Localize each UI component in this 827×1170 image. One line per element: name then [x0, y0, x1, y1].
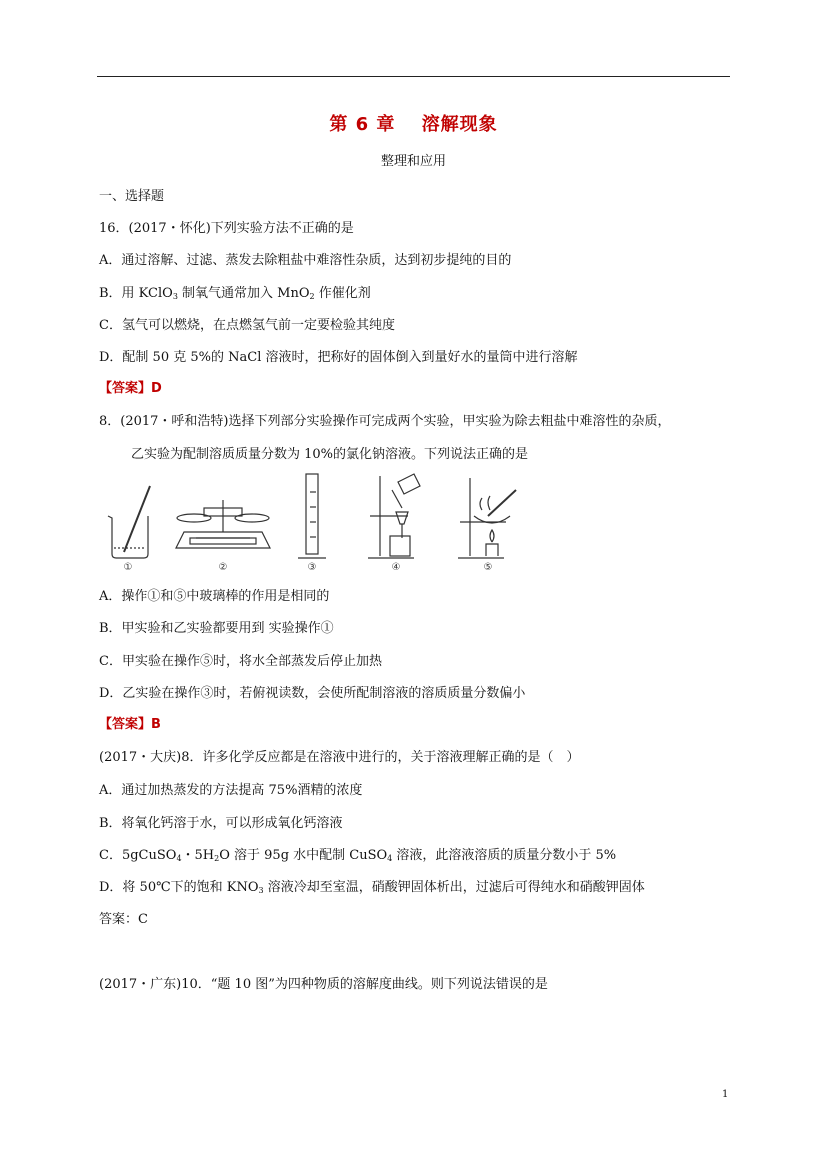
figure-label-4: ④ [391, 562, 401, 573]
q8a-option-a: A．操作①和⑤中玻璃棒的作用是相同的 [99, 589, 330, 604]
header-rule [97, 76, 730, 77]
q16-option-c: C．氢气可以燃烧，在点燃氢气前一定要检验其纯度 [99, 318, 395, 333]
q10-stem: (2017・广东)10．“题 10 图”为四种物质的溶解度曲线。则下列说法错误的是 [99, 977, 548, 992]
evaporation-figure [458, 478, 516, 558]
figure-label-5: ⑤ [483, 562, 493, 573]
figure-label-3: ③ [307, 562, 317, 573]
page-number: 1 [722, 1089, 729, 1100]
q8a-stem-line1: 8．(2017・呼和浩特)选择下列部分实验操作可完成两个实验，甲实验为除去粗盐中难溶性的杂质， [99, 414, 671, 429]
q16-option-d: D．配制 50 克 5%的 NaCl 溶液时，把称好的固体倒入到量好水的量筒中进行溶解 [99, 350, 578, 365]
q8a-option-c: C．甲实验在操作⑤时，将水全部蒸发后停止加热 [99, 654, 382, 669]
q8b-stem: (2017・大庆)8．许多化学反应都是在溶液中进行的，关于溶液理解正确的是（ ） [99, 750, 580, 765]
q8b-option-d: D．将 50℃下的饱和 $KNO_3$ 溶液冷却至室温，硝酸钾固体析出，过滤后可得纯水和硝酸钾固体 [99, 880, 645, 895]
q16-stem: 16．(2017・怀化)下列实验方法不正确的是 [99, 221, 354, 236]
q16-option-b: B．用 KClO$_3$ 制氧气通常加入 MnO$_2$ 作催化剂 [99, 286, 371, 301]
q8b-option-c: C．5gCuSO$_4$・$5H_2O$ 溶于 95g 水中配制 CuSO$_4$ 溶液，此溶液溶质的质量分数小于 5% [99, 848, 617, 863]
beaker-stirring-figure [108, 486, 150, 558]
q8a-option-b: B．甲实验和乙实验都要用到 实验操作① [99, 621, 334, 636]
chapter-subtitle: 整理和应用 [380, 154, 446, 169]
q8b-option-a: A．通过加热蒸发的方法提高 75%酒精的浓度 [99, 783, 363, 798]
q8b-answer: 答案：C [99, 912, 148, 927]
figure-label-2: ② [218, 562, 228, 573]
apparatus-figure [104, 472, 524, 576]
q8a-answer: 【答案】B [99, 717, 161, 732]
balance-figure [176, 500, 270, 548]
chapter-title: 第 6 章 溶解现象 [329, 114, 498, 135]
filtration-figure [368, 474, 420, 558]
q8b-option-b: B．将氧化钙溶于水，可以形成氧化钙溶液 [99, 816, 343, 831]
section-heading: 一、选择题 [99, 189, 165, 204]
q8a-stem-line2: 乙实验为配制溶质质量分数为 10%的氯化钠溶液。下列说法正确的是 [131, 447, 529, 462]
q16-option-a: A．通过溶解、过滤、蒸发去除粗盐中难溶性杂质，达到初步提纯的目的 [99, 253, 512, 268]
q16-answer: 【答案】D [99, 381, 162, 396]
graduated-cylinder-figure [298, 474, 326, 558]
figure-label-1: ① [123, 562, 133, 573]
q8a-option-d: D．乙实验在操作③时，若俯视读数，会使所配制溶液的溶质质量分数偏小 [99, 686, 526, 701]
